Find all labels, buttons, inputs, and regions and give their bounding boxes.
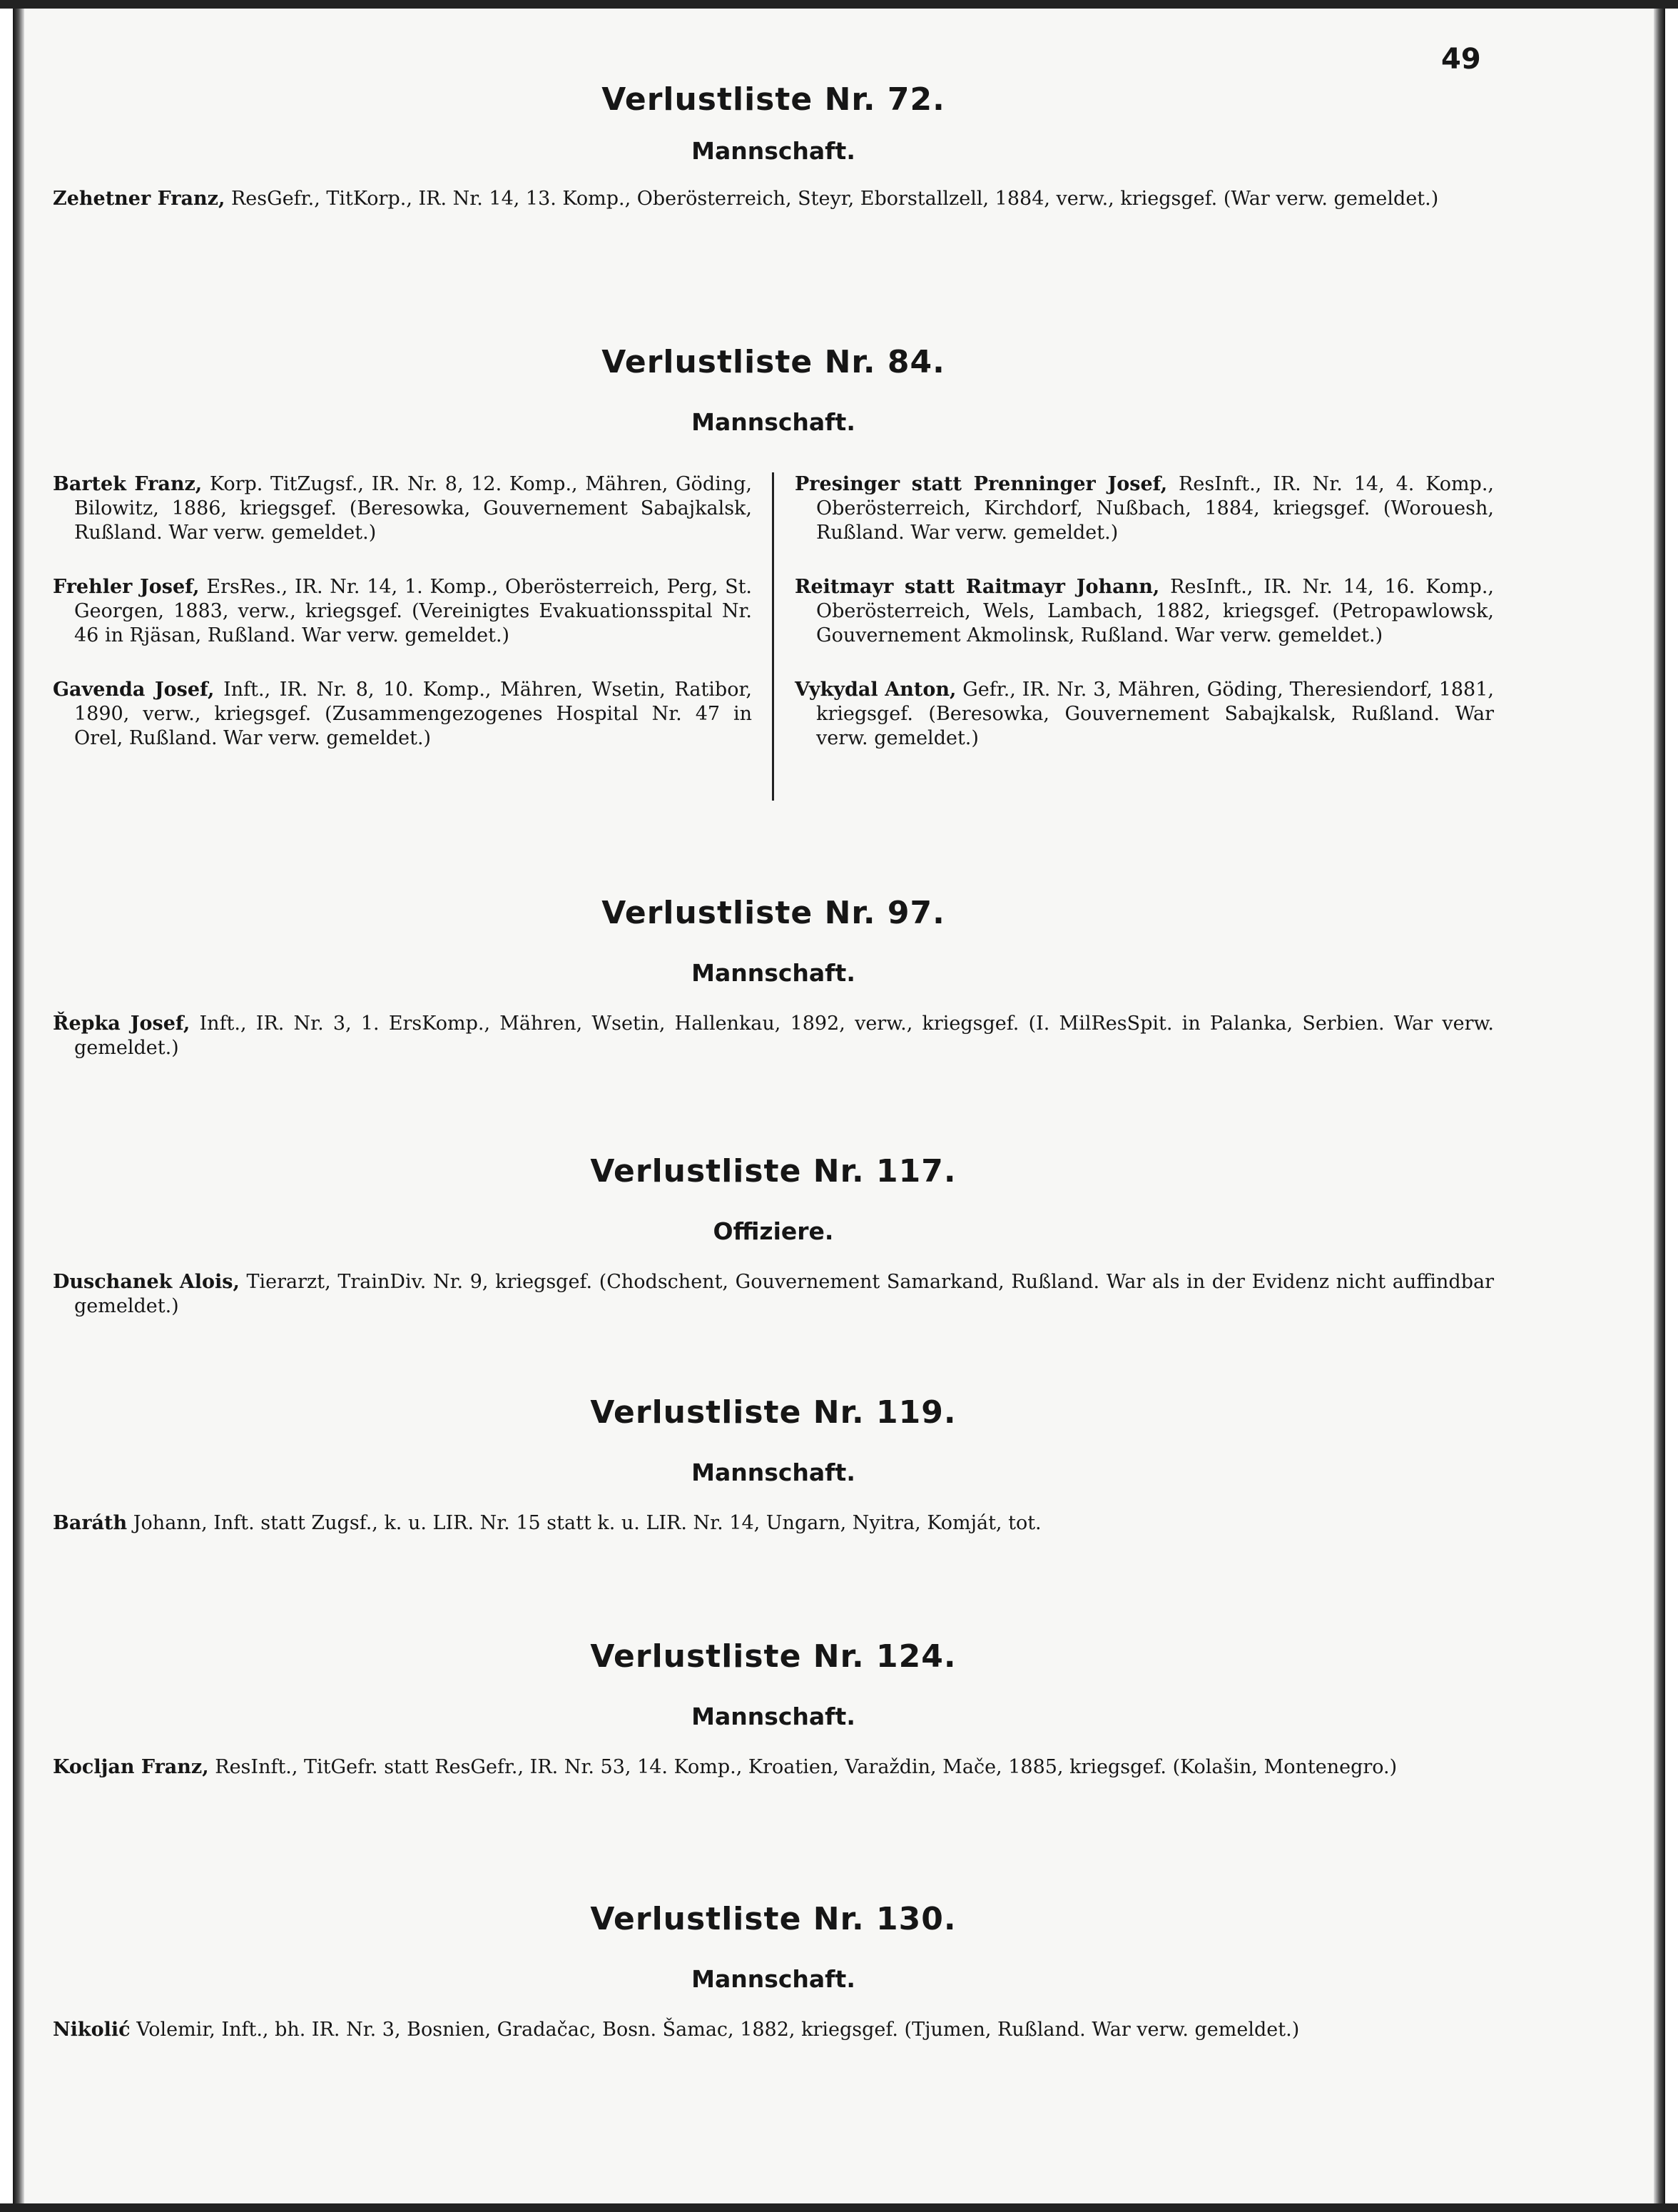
- section-category: Mannschaft.: [691, 959, 855, 987]
- section-verlustliste-97: [53, 892, 1494, 1060]
- entry-name: Reitmayr statt Raitmayr Johann,: [795, 576, 1160, 598]
- section-verlustliste-130: [53, 1898, 1494, 2042]
- entry-text: ResInft., IR. Nr. 14, 4. Komp., Oberösterreich, Kirchdorf, Nußbach, 1884, kriegsgef. (Worouesh, Rußland. War verw. gemeldet.): [816, 473, 1494, 544]
- list-entry: [795, 472, 1494, 545]
- section-title: Verlustliste Nr. 124.: [590, 1638, 957, 1675]
- section-title: Verlustliste Nr. 84.: [601, 344, 945, 380]
- left-column: [53, 472, 752, 781]
- entry-name: Frehler Josef,: [53, 576, 200, 598]
- entry-name: Řepka Josef,: [53, 1013, 190, 1035]
- right-column: [795, 472, 1494, 781]
- section-title: Verlustliste Nr. 119.: [590, 1394, 957, 1431]
- list-entry: [795, 678, 1494, 751]
- scan-border-top: [0, 0, 1678, 9]
- entry-text: Tierarzt, TrainDiv. Nr. 9, kriegsgef. (Chodschent, Gouvernement Samarkand, Rußland. War als in der Evidenz nicht auffindbar gemeldet.): [74, 1271, 1494, 1317]
- entry-text: ResInft., TitGefr. statt ResGefr., IR. Nr. 53, 14. Komp., Kroatien, Varaždin, Mače, 1885, kriegsgef. (Kolašin, Montenegro.): [208, 1756, 1398, 1778]
- section-title: Verlustliste Nr. 117.: [590, 1153, 957, 1189]
- list-entry: [53, 678, 752, 751]
- entry-name: Bartek Franz,: [53, 473, 203, 495]
- entry-text: Gefr., IR. Nr. 3, Mähren, Göding, Theresiendorf, 1881, kriegsgef. (Beresowka, Gouvernement Sabajkalsk, Rußland. War verw. gemeldet.): [816, 679, 1494, 749]
- entry-text: Korp. TitZugsf., IR. Nr. 8, 12. Komp., Mähren, Göding, Bilowitz, 1886, kriegsgef. (Beresowka, Gouvernement Sabajkalsk, Rußland. War verw. gemeldet.): [74, 473, 752, 544]
- entry-text: Johann, Inft. statt Zugsf., k. u. LIR. Nr. 15 statt k. u. LIR. Nr. 14, Ungarn, Nyitra, Komját, tot.: [127, 1512, 1042, 1534]
- list-entry: [53, 575, 752, 648]
- list-entry: [53, 1755, 1494, 1780]
- section-verlustliste-117: [53, 1150, 1494, 1319]
- section-verlustliste-72: [53, 78, 1494, 211]
- section-category: Mannschaft.: [691, 137, 855, 165]
- list-entry: [53, 187, 1494, 211]
- entry-name: Vykydal Anton,: [795, 679, 957, 701]
- section-category: Mannschaft.: [691, 1703, 855, 1730]
- entry-name: Duschanek Alois,: [53, 1271, 240, 1293]
- entry-name: Gavenda Josef,: [53, 679, 215, 701]
- entry-name: Kocljan Franz,: [53, 1756, 209, 1778]
- section-category: Offiziere.: [713, 1217, 834, 1245]
- list-entry: [53, 2018, 1494, 2042]
- column-divider: [772, 472, 774, 801]
- section-title: Verlustliste Nr. 130.: [590, 1901, 957, 1937]
- entry-text: Volemir, Inft., bh. IR. Nr. 3, Bosnien, Gradačac, Bosn. Šamac, 1882, kriegsgef. (Tjumen, Rußland. War verw. gemeldet.): [130, 2019, 1300, 2041]
- entry-text: ResGefr., TitKorp., IR. Nr. 14, 13. Komp., Oberösterreich, Steyr, Eborstallzell, 1884, verw., kriegsgef. (War verw. gemeldet.): [225, 188, 1439, 210]
- section-category: Mannschaft.: [691, 408, 855, 436]
- entry-name: Presinger statt Prenninger Josef,: [795, 473, 1168, 495]
- scanned-page: [13, 0, 1665, 2212]
- entry-text: ResInft., IR. Nr. 14, 16. Komp., Oberösterreich, Wels, Lambach, 1882, kriegsgef. (Petropawlowsk, Gouvernement Akmolinsk, Rußland. War verw. gemeldet.): [816, 576, 1494, 646]
- scan-border-left: [13, 0, 24, 2212]
- section-verlustliste-124: [53, 1635, 1494, 1780]
- entry-name: Zehetner Franz,: [53, 188, 225, 210]
- entry-text: ErsRes., IR. Nr. 14, 1. Komp., Oberösterreich, Perg, St. Georgen, 1883, verw., kriegsgef. (Vereinigtes Evakuationsspital Nr. 46 in Rjäsan, Rußland. War verw. gemeldet.): [74, 576, 752, 646]
- scan-border-right: [1654, 0, 1665, 2212]
- list-entry: [53, 1270, 1494, 1319]
- section-title: Verlustliste Nr. 72.: [601, 81, 945, 118]
- section-title: Verlustliste Nr. 97.: [601, 895, 945, 931]
- list-entry: [53, 1012, 1494, 1060]
- entry-text: Inft., IR. Nr. 3, 1. ErsKomp., Mähren, Wsetin, Hallenkau, 1892, verw., kriegsgef. (I. MilResSpit. in Palanka, Serbien. War verw. gemeldet.): [74, 1013, 1495, 1059]
- list-entry: [795, 575, 1494, 648]
- section-category: Mannschaft.: [691, 1965, 855, 1993]
- section-category: Mannschaft.: [691, 1458, 855, 1486]
- section-verlustliste-119: [53, 1391, 1494, 1536]
- section-verlustliste-84: [53, 341, 1494, 749]
- entry-text: Inft., IR. Nr. 8, 10. Komp., Mähren, Wsetin, Ratibor, 1890, verw., kriegsgef. (Zusammengezogenes Hospital Nr. 47 in Orel, Rußland. War verw. gemeldet.): [74, 679, 752, 749]
- list-entry: [53, 472, 752, 545]
- list-entry: [53, 1511, 1494, 1536]
- scan-border-bottom: [0, 2203, 1678, 2212]
- entry-name: Nikolić: [53, 2019, 131, 2041]
- entry-name: Baráth: [53, 1512, 128, 1534]
- page-number: 49: [1441, 43, 1481, 76]
